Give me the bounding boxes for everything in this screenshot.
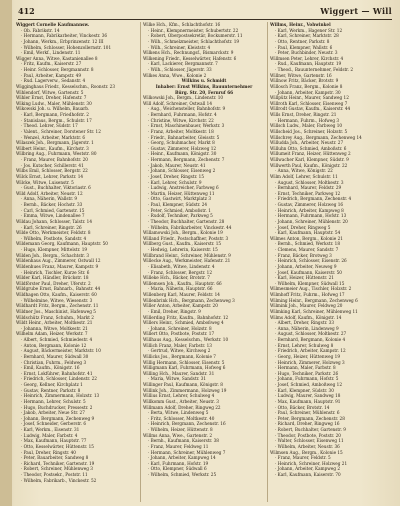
- directory-entry: · Paul, Klempner, Südstr. 24: [148, 202, 208, 207]
- directory-entry: · Carl, Schmied, Gartenstr. 15: [21, 207, 85, 213]
- directory-entry: · Aug., Weichensteller, Bahnhofstr. 9: [148, 106, 226, 112]
- directory-entry: Willroth Karl, Schlosser, Eisenweg 7: [270, 100, 348, 106]
- directory-entry: · Wilhelm, Schmied, Werkstr. 25: [148, 472, 217, 477]
- directory-entry: · Karl, Klempner, Südstr. 30: [275, 387, 334, 393]
- directory-entry: Willeke Hch., Bäcker, Brotstr. 7: [143, 275, 210, 281]
- directory-entry: · Jakob, Maurer, Neustr. 41: [148, 162, 206, 168]
- directory-entry: Willuhn Otto, Schmied, Amboßstr. 6: [270, 145, 347, 151]
- directory-entry: Wilm Adolf, Lehrer, Schulstr. 11: [270, 173, 338, 179]
- directory-entry: Wildschütz Franz, Schuhm., Markt 2: [16, 314, 94, 320]
- directory-entry: Willumeit Franz, Heizer, Hüttenweg 2: [270, 151, 351, 157]
- directory-entry: Willsch Ludw., Maler, Farbweg 10: [270, 123, 343, 129]
- directory-entry: · Hermann, Lehrer, Schulstr. 5: [21, 398, 86, 404]
- directory-entry: · Rud. Lagerverw., Sedanstr. 4: [21, 78, 86, 84]
- directory-entry: Wilden Joh., Bergm., Schachtstr. 3: [16, 252, 90, 258]
- directory-entry: · Wilhelm, Schlosser, Hohenzollernstr. 101: [21, 44, 112, 50]
- directory-entry: · Fritz, Kaufm., Kaiserstr. 27: [21, 61, 82, 67]
- directory-entry: · Heinrich, Zimmerer, Holzweg 3: [275, 359, 345, 365]
- directory-entry: · Peter, Buchbinder, Neustr. 3: [275, 50, 338, 56]
- directory-entry: · Christian, Fuhrm., Feldweg 3: [21, 359, 87, 365]
- directory-entry: · Walter, Schlosser, Eisenweg 11: [275, 438, 344, 444]
- directory-entry: · Anna, Witwe, Königstr. 22: [275, 168, 333, 174]
- binding-gutter: [0, 0, 12, 506]
- directory-entry: Willms, Heinr., Vohwinkel: [270, 22, 331, 27]
- directory-entry: · Bernhard, Bergmann, Kolonie 4: [275, 337, 346, 342]
- directory-entry: · Clemens, Maurer, Sandstr. 7: [275, 247, 339, 252]
- directory-entry: Willhaus Aug., Kesselschm., Werkstr. 10: [143, 337, 229, 342]
- directory-entry: · Theodor, Postbote, Poststr. 20: [275, 432, 341, 438]
- directory-entry: Wilbert Heinr., Kaufm., Kirchstr. 3: [16, 145, 89, 151]
- directory-entry: · Anton, Bergmann, Kolonie 12: [21, 342, 87, 348]
- directory-entry: Wildhardt Fritz, Bergm., Zechenstr. 11: [16, 303, 99, 309]
- directory-entry: · Johann, Schreiner, Holzstr. 8: [148, 325, 212, 331]
- directory-entry: · Fritz, Schlosser, Moltkestr. 40: [148, 415, 215, 421]
- directory-entry: Wilke Hch., Kfm., Schlachthofstr. 16: [143, 22, 221, 27]
- directory-entry: · Richard, Techniker, Gartenstr. 19: [21, 460, 95, 466]
- directory-entry: · Theodor, Postsekr., Poststr. 11: [21, 472, 88, 477]
- directory-entry: Wihlendorf, Witwe, Gartenstr. 5: [16, 89, 84, 95]
- directory-entry: Willscheid Jos., Schreiner, Holzstr. 5: [270, 128, 348, 134]
- directory-entry: · Karl, Werkm., Eisenstr. 31: [21, 427, 80, 432]
- directory-entry: · Berta, Witwe, Lindenweg 5: [148, 410, 209, 416]
- directory-entry: Willert Otto, Postbote, Poststr. 17: [143, 331, 215, 337]
- directory-entry: · Hermann, Fuhrmann, Hofstr. 13: [275, 213, 347, 219]
- directory-entry: Willnow Fritz, Bäcker, Brotstr. 9: [270, 78, 339, 84]
- directory-entry: · Ludwig, Anstreicher, Farbweg 6: [148, 185, 219, 191]
- directory-entry: · Wilhelm, Postbote, Sandstr. 4: [21, 235, 87, 241]
- directory-entry: Wilmhoff Fritz, Fuhrm., Hofweg 17: [270, 292, 345, 297]
- column-3: [270, 22, 394, 502]
- directory-entry: · Karl, Kaufmann, Hauptstr. 54: [275, 230, 341, 236]
- directory-entry: · Karl, Heizer, Hüttenstr. 21: [275, 275, 334, 281]
- directory-entry: · Johann, Werkm., Erbprinzenstr. 12 III: [21, 38, 104, 44]
- directory-entry: Willich Franz, Maler, Farbstr. 13: [143, 342, 212, 348]
- directory-entry: · Karl, Lackierer, Bergmannstr. 7: [148, 61, 218, 67]
- directory-entry: · Wilh., Schreiner, Kleiststr. 4: [148, 44, 211, 50]
- directory-entry: · Franz, Maurer, Feldstr. 5: [275, 455, 331, 461]
- directory-entry: · Peter, Bauarbeiter, Sandweg 8: [21, 455, 89, 461]
- directory-entry: Willer Anton, Arbeiter, Kampstr. 20: [143, 303, 218, 309]
- directory-entry: · Wilhelm, Klempner, Südwall 15: [275, 280, 345, 286]
- directory-entry: Wilder Karl, Händler, Brückstr. 18: [16, 275, 89, 281]
- directory-entry: · Gustav, Zimmerer, Holzweg 12: [148, 145, 217, 151]
- directory-entry: Wild Adolf, Arbeiter, Neustr. 12: [16, 190, 83, 196]
- directory-entry: · Hugo, Buchdrucker, Pressestr. 2: [21, 404, 93, 410]
- directory-entry: · Bernhard, Maurer, Feldstr. 29: [275, 185, 342, 191]
- column-divider: [140, 22, 141, 502]
- directory-entry: Wills Ernst, Dreher, Ringstr. 21: [270, 112, 337, 117]
- directory-entry: · Heinrich, Arbeiter, Kampweg 8: [275, 207, 344, 213]
- directory-entry: · Karl, Lehrer, Schulstr. 9: [148, 179, 202, 185]
- directory-entry: · Stanislaus, Bergm., Schulstr. 17: [21, 117, 92, 123]
- directory-entry: · Elisabeth, Witwe, Lindenstr. 4: [148, 263, 215, 269]
- directory-entry: · Bernhard, Fuhrmann, Hofstr. 4: [148, 112, 217, 117]
- directory-entry: Wilkens Hch., Rechnungsf., Bismarckstr. 9: [143, 50, 234, 56]
- directory-entry: · Robert, Buchhalter, Gartenstr. 9: [275, 427, 346, 432]
- directory-entry: Wihler Ernst, Dreher, Hafenstr. 7: [16, 95, 87, 101]
- directory-entry: Willudda Joh., Arbeiter, Neustr. 27: [270, 140, 344, 146]
- directory-entry: Willers Heinr., Schmied, Amboßweg 4: [143, 320, 224, 326]
- directory-entry: Wiking Ludw., Maler, Mühlenstr. 30: [16, 100, 92, 106]
- directory-entry: · Wilh., Schmelzmeister, Schlachthofstr. 19: [148, 38, 240, 44]
- directory-entry: · Friedrich, Schlosser, Lindenstr. 22: [21, 376, 97, 382]
- directory-entry: · Karl, Schreiner, Marktstr. 28: [275, 33, 339, 39]
- directory-entry: Willink Joh., Zimmermann, Holzweg 19: [143, 387, 227, 393]
- directory-entry: Willwerth Paul, Kaufm., Königstr. 22: [270, 162, 348, 168]
- directory-entry: · Bernhard, Maurer, Südwall 30: [21, 353, 89, 359]
- directory-entry: · Franz, Schlosser, Bergstr. 12: [148, 269, 212, 275]
- directory-entry: · Josef, Schmied, Amboßweg 12: [275, 382, 342, 387]
- directory-entry: Willemsen Joh., Kaufm., Hauptstr. 66: [143, 280, 222, 286]
- directory-entry: · Gustav, Rentner, Parkstr. 8: [21, 387, 81, 393]
- directory-entry: · Johann, Schlosser, Eisenweg 2: [148, 168, 216, 174]
- directory-entry: · Rud., Kaufmann, Hauptstr. 19: [275, 61, 342, 67]
- directory-entry: Wildenhues Franz, Maurer, Kampstr. 9: [16, 263, 99, 269]
- directory-entry: · Emil, Kaufm., Königstr. 16: [21, 365, 80, 371]
- directory-entry: Wildt Heinr., Arbeiter, Moltkestr. 21: [16, 320, 93, 326]
- directory-entry: · Ernst, Lehrer, Schulweg 8: [275, 342, 334, 348]
- directory-entry: · Heinr., Kaufmann, Königstr. 30: [148, 151, 217, 157]
- directory-entry: · Franz, Maurer, Bahnhofstr. 20: [21, 157, 88, 162]
- directory-entry: Willenberg Karl, Maurer, Feldstr. 14: [143, 292, 220, 297]
- directory-entry: · Johann, Arbeiter, Kampweg 14: [148, 455, 216, 461]
- directory-entry: · Franz, Maurer, Feldweg 11: [148, 443, 209, 449]
- directory-entry: · Georg, Kellner, Kirchplatz 1: [21, 382, 83, 387]
- directory-entry: · Martin, Heizer, Hüttenweg 11: [148, 190, 215, 196]
- directory-entry: · Hermann, Fuhrm., Hofweg 3: [275, 117, 340, 123]
- directory-entry: Wilbring Aug., Fuhrmann, Weststr. 80: [16, 151, 97, 157]
- directory-entry: · Johann, Arbeiter, Kampweg 2: [275, 466, 341, 472]
- directory-entry: · Theod., Bauunternehmer, Feldstr. 2: [275, 67, 354, 72]
- directory-entry: Willenbrink Hch., Bergmann, Zechenweg 3: [143, 297, 235, 303]
- advertisement-line: Wilkins u. Schmidt: [181, 78, 227, 84]
- directory-entry: Willrodt Gustav, Kaufm., Kaiserstr. 44: [270, 106, 351, 112]
- directory-entry: · Emil, Werkf., Lindenstr. 11: [21, 50, 81, 56]
- directory-entry: · Heinrich, Bergmann, Zechenstr. 16: [148, 421, 226, 427]
- directory-entry: · Heinrich, Tischler, Kurze Str. 6: [21, 269, 90, 275]
- directory-entry: · Friedrich, Bergmann, Zechenstr. 4: [275, 196, 352, 202]
- directory-entry: Wildemann Georg, Kaufmann, Hauptstr. 50: [16, 241, 108, 247]
- header-rule: [18, 19, 392, 20]
- directory-entry: · August, Bäckermeister, Marktstr. 10: [21, 348, 101, 354]
- directory-entry: · Karl, Schreiner, Ringstr. 26: [21, 224, 82, 230]
- directory-entry: · Ernst, Techniker, Parkweg 12: [275, 190, 341, 196]
- directory-entry: · Otto, Gastwirt, Marktplatz 3: [148, 196, 211, 202]
- directory-entry: · Georg, Schuhmacher, Markt 8: [148, 140, 215, 146]
- directory-entry: · Paul, Dreher, Ringstr. 40: [21, 449, 76, 455]
- directory-entry: · Peter, Schmied, Amboßstr. 1: [148, 207, 211, 213]
- directory-entry: · Hugo, Techniker, Parkstr. 26: [275, 370, 339, 376]
- directory-entry: Wilbs Emil, Schlosser, Bergstr. 22: [16, 168, 88, 174]
- directory-entry: · Friedr., Bahnarbeiter, Gleisstr. 5: [148, 134, 220, 140]
- directory-entry: Wilmesmeier Aug., Tischler, Holzstr. 2: [270, 286, 352, 292]
- directory-entry: Willamowski Joh., Bergm., Kolonie 19: [143, 230, 223, 236]
- directory-entry: · Jakob, Arbeiter, Neue Str. 27: [21, 410, 85, 416]
- directory-entry: · Max, Kaufmann, Hauptstr. 77: [21, 438, 87, 444]
- directory-entry: · Emma, Witwe, Lindenallee 7: [21, 213, 85, 219]
- directory-entry: Wilkening Friedr., Kesselwärter, Hafenstr. 6: [143, 55, 237, 61]
- directory-entry: Willner, Witwe, Gartenstr. 16: [270, 72, 332, 78]
- directory-entry: · Josef, Schneider, Gerberstr. 6: [21, 421, 87, 427]
- directory-entry: · Wilhelm, Arbeiter, Neustr. 36: [275, 443, 340, 449]
- directory-entry: Willberg Gust., Kaufm., Kaiserstr. 15: [143, 241, 222, 247]
- directory-entry: Wildförster Paul, Dreher, Uferstr. 2: [16, 280, 91, 286]
- directory-entry: · August, Schlosser, Moltkestr. 3: [275, 179, 344, 185]
- directory-entry: · Heinrich, Zimmermann, Holzstr. 13: [21, 393, 100, 399]
- directory-entry: Wilms Adolf, Kaufm., Königstr. 14: [270, 314, 342, 320]
- directory-entry: · Anna, Näherin, Wallstr. 9: [21, 196, 78, 202]
- directory-entry: Willing Hch., Maurer, Sandstr. 31: [143, 370, 215, 376]
- directory-entry: · Gertrud, Witwe, Kirchweg 2: [148, 348, 211, 354]
- directory-entry: · August, Schlosser, Moltkestr. 27: [275, 331, 347, 337]
- directory-entry: Wilkowski Joh., Bergm., Lindenstr. 10: [143, 95, 224, 101]
- directory-entry: · Richard, Dreher, Ringweg 16: [275, 421, 340, 427]
- directory-entry: · Theodor, Buchhalter, Gartenstr. 28: [148, 218, 225, 224]
- directory-entry: Wigger Anna, Witwe, Kastanienallee 8: [16, 55, 98, 61]
- directory-entry: · Hermann, Schreiner, Mühlenweg 7: [148, 449, 226, 455]
- column-divider: [267, 22, 268, 502]
- directory-entry: Willwacher Karl, Klempner, Südstr. 9: [270, 157, 349, 162]
- directory-entry: · Paul, Klempner, Wallstr. 6: [275, 44, 333, 50]
- directory-entry: · Heinrich, Schreiner, Holzweg 21: [275, 460, 348, 466]
- directory-entry: · Hermann, Maler, Farbstr. 8: [275, 365, 336, 371]
- directory-entry: · Ob. Fabrikstr. 14: [21, 27, 60, 33]
- directory-entry: · Josef, Dreher, Ringweg 5: [275, 224, 331, 230]
- directory-entry: · Heinr., Klempnermeister, Schubertstr. 22: [148, 27, 239, 33]
- directory-entry: · Otto, Klempner, Südwall 6: [148, 466, 207, 472]
- running-head: Wiggert — Will: [320, 6, 392, 16]
- directory-entry: Willkomm Gust., Arbeiter, Neustr. 3: [143, 398, 219, 404]
- directory-entry: Wildau Johann, Schlosser, Talstr. 14: [16, 218, 92, 224]
- directory-entry: · Otto, Bäcker, Brotstr. 14: [275, 404, 330, 410]
- column-2: [143, 22, 265, 502]
- directory-entry: · Peter, Bergmann, Zechenstr. 28: [275, 415, 345, 421]
- directory-entry: Wilaszek Joh., Bergmann, Jägerstr. 1: [16, 140, 94, 146]
- directory-entry: Wildner Jos., Maschinist, Hafenweg 5: [16, 308, 96, 314]
- directory-entry: · Hugo, Klempner, Mittelstr. 19: [21, 247, 88, 252]
- directory-entry: · Josef, Kaufmann, Kaiserstr. 50: [275, 269, 342, 275]
- directory-entry: · Bernh., Bäcker, Hochstr. 33: [21, 202, 83, 207]
- directory-entry: Willig Hermann, Schlosser, Eisenstr. 5: [143, 359, 225, 365]
- directory-entry: · Albert, Dreher, Ringstr. 33: [275, 320, 334, 326]
- directory-entry: · Wilhelm, Heizer, Hüttenstr. 8: [148, 427, 213, 432]
- directory-entry: · Robert, Oberpostsekretär, Bockumerstr. 11: [148, 33, 243, 39]
- directory-entry: · Theod. Lehrer, Südstr. 17: [21, 123, 78, 129]
- directory-entry: · Christine, Witwe, Kirchstr. 22: [148, 117, 214, 123]
- directory-entry: Willmann Adolf, Dreher, Ringweg 22: [143, 404, 221, 410]
- directory-entry: Willmsen Peter, Lehrer, Kirchstr. 4: [270, 55, 344, 61]
- directory-entry: · Rudolf, Techniker, Parkweg 5: [148, 213, 213, 219]
- directory-entry: Willand Friedr., Postschaffner, Poststr. 3: [143, 235, 229, 241]
- directory-entry: · Heinr. Schlosser, Bergmannstr. 8: [21, 67, 94, 72]
- directory-entry: Wildhagen Otto, Kaufm., Kaiserstr. 60: [16, 292, 97, 297]
- directory-entry: · Hermann, Fabrikarbeiter, Vinckestr. 36: [21, 33, 108, 39]
- directory-entry: · Georg, Heizer, Hüttenweg 19: [275, 353, 341, 359]
- directory-entry: · Ernst, Lokführer, Bahnhofstr. 41: [21, 370, 93, 376]
- directory-entry: · Franz, Arbeiter, Moltkestr. 18: [148, 128, 214, 134]
- column-1: [16, 22, 138, 502]
- directory-entry: · Ernst, Maschinenbauer, Werkstr. 3: [148, 123, 225, 129]
- directory-entry: · Friedrich, Arbeiter, Kampstr. 12: [275, 348, 346, 354]
- directory-entry: · Bernh., Schmied, Werkstr. 18: [275, 241, 340, 247]
- directory-entry: · Ludwig, Maurer, Sandweg 18: [275, 393, 341, 399]
- directory-entry: · Wilhelm, Fabrikarbeiter, Vinckestr. 44: [148, 224, 232, 230]
- directory-entry: · Karl, Werkm., Hagener Str. 12: [275, 27, 343, 33]
- directory-entry: Willius Ernst, Lehrer, Schulweg 4: [143, 393, 215, 399]
- directory-entry: Willpütz Heinr., Maurer, Sandweg 12: [270, 95, 349, 101]
- directory-entry: · Josef, Dreher, Ringstr. 15: [148, 173, 205, 179]
- directory-entry: · Johann, Arbeiter, Kampstr. 30: [275, 89, 341, 95]
- directory-entry: · Gust., Buchhalter, Viktoriastr. 6: [21, 185, 91, 191]
- directory-entry: Willms Anna, Wwe., Gartenstr. 2: [143, 432, 213, 438]
- directory-entry: Willschrey Aug., Bergmann, Zechenweg 14: [270, 134, 362, 140]
- directory-entry: Willbrand Heinr., Schreiner, Mühlenstr. 9: [143, 252, 231, 258]
- directory-entry: · Paul, Arbeiter, Kampstr. 49: [21, 72, 82, 78]
- directory-entry: Willicks Jos., Bergmann, Kolonie 7: [143, 353, 216, 359]
- directory-entry: Wilkes Anna, Wwe., Kolonie 2: [143, 72, 207, 78]
- directory-entry: · Karl, Fuhrmann, Hofstr. 19: [148, 460, 209, 466]
- directory-entry: · Wilh., Schlosser, Jägerstr. 33: [148, 67, 212, 72]
- directory-entry: Wilde Otto, Werkmeister, Feldstr. 8: [16, 230, 91, 236]
- directory-entry: Wilming Heinr., Bergmann, Zechenweg 6: [270, 297, 358, 303]
- directory-entry: · Otto, Kesselwärter, Hüttenstr. 15: [21, 443, 94, 449]
- directory-entry: · Johann, Bergmann, Zechenweg 9: [21, 415, 95, 421]
- directory-entry: Wilhelm Adam, Heizer, Werkstr. 7: [16, 331, 88, 337]
- directory-entry: · Karl, Kaufmann, Kaiserstr. 70: [275, 472, 341, 477]
- directory-entry: · Hedwig, Lehrerin, Kaiserstr. 15: [148, 247, 218, 252]
- directory-entry: Wilmes Anton, Bergm., Kolonie 21: [270, 235, 343, 241]
- advertisement-line: Inhaber: Ernst Wilkins, Bauunternehmer: [155, 83, 253, 89]
- directory-entry: Wildgrube Ernst, Bahnarb., Bahnstr. 44: [16, 286, 101, 292]
- advertisement-line: Bürg. Str. 20, Fernruf 66: [174, 89, 234, 95]
- directory-entry: Wilmsen Aug., Bergm., Kolonie 15: [270, 449, 343, 455]
- directory-entry: Will Adolf, Schreiner, Ostwall 14: [143, 100, 212, 106]
- directory-entry: Willecke Aug., Werkmeister, Hafenstr. 21: [143, 258, 231, 264]
- directory-entry: · Emil, Dreher, Ringstr. 9: [148, 308, 201, 314]
- directory-entry: Wikowski Joh. u. Wilhelm, Bauarb.: [16, 106, 90, 112]
- directory-entry: Willosch Franz, Bergm., Kolonie 8: [270, 83, 343, 89]
- directory-entry: · Robert, Schreiner, Mühlenweg 3: [21, 466, 93, 472]
- directory-entry: · Hermann, Bergmann, Zechenstr. 7: [148, 157, 225, 162]
- directory-entry: · Wilhelm, Fabrikarb., Vinckestr. 52: [21, 477, 97, 483]
- directory-entry: · Johann, Schreiner, Mühlenstr. 20: [275, 218, 348, 224]
- directory-entry: · Ludwig, Maler, Farbstr. 4: [21, 432, 78, 438]
- directory-entry: · Otto, Rentner, Parkstr. 8: [275, 38, 330, 44]
- directory-entry: · Gustav, Zimmerer, Holzweg 16: [275, 202, 344, 207]
- directory-entry: · Wilhelmine, Witwe, Wiesenstr. 3: [21, 297, 93, 303]
- directory-entry: · Franz, Bäcker, Brotweg 3: [275, 252, 332, 258]
- directory-entry: · Bernh., Kaufmann, Kaiserstr. 38: [148, 438, 219, 444]
- page-header: [18, 6, 392, 18]
- directory-entry: · Albert, Schmied, Schmiedestr. 4: [21, 337, 93, 342]
- directory-entry: · Maria, Näherin, Hauptstr. 66: [148, 286, 213, 292]
- directory-entry: Wilmink Joh., Maurer, Feldweg 20: [270, 303, 343, 309]
- directory-entry: · Johanna, Witwe, Moltkestr. 21: [21, 325, 88, 331]
- directory-entry: Wigginghaus Friedr., Kesselschm., Roonstr. 23: [16, 83, 115, 89]
- directory-entry: · Johann, Fuhrmann, Hofstr. 5: [275, 376, 339, 382]
- directory-entry: · Heinrich, Schlosser, Eisenstr. 26: [275, 258, 347, 264]
- directory-entry: Wilcke, Witwe, Luisenstr. 5: [16, 179, 74, 185]
- page-number: 412: [18, 6, 35, 16]
- directory-entry: · Maria, Witwe, Sandstr. 31: [148, 376, 207, 382]
- directory-entry: Wiggert Cornelie Kaufmannsw.: [16, 22, 90, 27]
- directory-entry: · Johann, Arbeiter, Neuweg 9: [275, 263, 337, 269]
- directory-entry: Willinger Paul, Kaufmann, Königstr. 8: [143, 382, 223, 387]
- directory-entry: Wilck Ernst, Lehrer, Parkstr. 14: [16, 173, 84, 179]
- directory-entry: Willigmann Karl, Fuhrmann, Hofweg 6: [143, 365, 226, 371]
- directory-entry: · Valent., Schreiner, Dorstener Str. 12: [21, 128, 101, 134]
- directory-entry: · Anna, Näherin, Lindenweg 9: [275, 325, 339, 331]
- directory-entry: · Paul, Schreiner, Mühlenstr. 6: [275, 410, 340, 416]
- directory-entry: · Jos. Kutscher, Schillerstr. 41: [21, 162, 84, 168]
- directory-entry: Wilmking Karl, Schreiner, Mühlenweg 11: [270, 308, 358, 314]
- directory-entry: Wildenhaus Aug., Zimmerer, Ostwall 12: [16, 258, 101, 264]
- directory-entry: · Karl, Bergmann, Friedhofstr. 2: [21, 112, 89, 117]
- directory-entry: Willerding Fritz, Kaufm., Bahnhofstr. 12: [143, 314, 229, 320]
- directory-entry: · Wenzel, Arbeiter, Marktstr. 6: [21, 134, 86, 140]
- directory-entry: · Max, Kaufmann, Hauptstr. 91: [275, 398, 341, 404]
